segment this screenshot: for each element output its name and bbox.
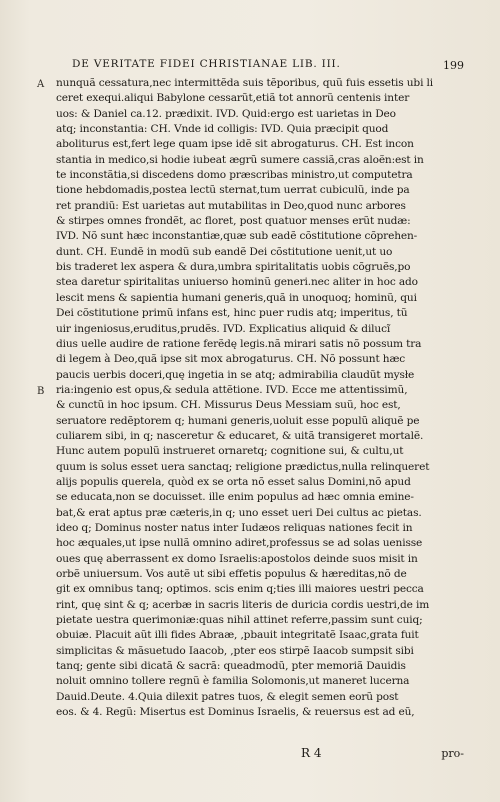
text-line: tanq; gente sibi dicatã & sacrã: queadmodũ, pter memoriã Dauidis <box>56 660 406 673</box>
text-line: noluit omnino tollere regnũ è familia Solomonis,ut maneret lucerna <box>56 675 410 688</box>
text-line: aboliturus est,fert lege quam ipse idẽ sit abrogaturus. CH. Est incon <box>56 138 414 151</box>
text-line: hoc æquales,ut ipse nullã omnino adiret,professus se ad solas uenisse <box>56 537 423 550</box>
text-line: & stirpes omnes frondẽt, ac floret, post quatuor menses erũt nudæ: <box>56 215 411 228</box>
text-line: simplicitas & mãsuetudo Iaacob, ,pter eos stirpẽ Iaacob sumpsit sibi <box>56 644 414 657</box>
margin-letter-a: A <box>37 79 45 90</box>
catchword: pro- <box>441 747 464 760</box>
running-title: DE VERITATE FIDEI CHRISTIANAE LIB. III. <box>72 58 341 70</box>
text-line: IVD. Nõ sunt hæc inconstantiæ,quæ sub eadẽ cõstitutione cõprehen- <box>56 230 418 243</box>
text-line: pietate uestra querimoniæ:quas nihil attinet referre,passim sunt cuiq; <box>56 614 423 627</box>
text-line: di legem à Deo,quã ipse sit mox abrogaturus. CH. Nõ possunt hæc <box>56 353 406 366</box>
page-footer <box>56 746 464 764</box>
text-line: dius uelle audire de ratione ferẽdę legis.nã mirari satis nõ possum tra <box>56 337 422 350</box>
text-line: rint, quę sint & q; acerbæ in sacris literis de duricia cordis uestri,de im <box>56 598 430 611</box>
text-line: nunquã cessatura,nec intermittẽda suis tẽporibus, quũ fuis essetis ubi li <box>56 77 433 89</box>
text-line: seruatore redẽptorem q; humani generis,uoluit esse populũ aliquẽ pe <box>56 414 420 427</box>
text-line: oues quę aberrassent ex domo Israelis:apostolos deinde suos misit in <box>56 552 418 565</box>
body-text <box>56 76 462 720</box>
text-line: paucis uerbis doceri,quę ingetia in se atq; admirabilia claudũt mysłe <box>56 368 415 381</box>
text-line: ret prandiũ: Est uarietas aut mutabilitas in Deo,quod nunc arbores <box>56 199 406 212</box>
text-line: Dauid.Deute. 4.Quia dilexit patres tuos, & elegit semen eorũ post <box>56 690 399 703</box>
text-line: & cunctũ in hoc ipsum. CH. Missurus Deus Messiam suũ, hoc est, <box>56 399 401 412</box>
text-line: Dei cõstitutione primũ infans est, hinc puer rudis atq; imperitus, tũ <box>56 307 408 320</box>
text-line: ideo q; Dominus noster natus inter Iudæos reliquas nationes fecit in <box>56 521 413 534</box>
text-line: te inconstãtia,si discedens domo præscribas ministro,ut computetra <box>56 169 413 182</box>
text-line: quum is solus esset uera sanctaq; religione prædictus,nulla relinqueret <box>56 460 430 473</box>
text-line: dunt. CH. Eundẽ in modũ sub eandẽ Dei cõstitutione uenit,ut uo <box>56 245 393 258</box>
text-line: tione hebdomadis,postea lectũ sternat,tum uerrat cubiculũ, inde pa <box>56 184 410 197</box>
text-line: atq; inconstantia: CH. Vnde id colligis: IVD. Quia præcipit quod <box>56 123 389 136</box>
folio-number: 199 <box>443 59 464 72</box>
text-line: ceret exequi.aliqui Babylone cessarũt,etiã tot annorũ centenis inter <box>56 92 410 105</box>
text-line: alijs populis querela, quòd ex se orta nõ esset salus Domini,nõ apud <box>56 475 411 488</box>
text-line: bis traderet lex aspera & dura,umbra spiritalitatis uobis cõgruẽs,po <box>56 261 411 274</box>
text-line: Hunc autem populũ instrueret ornaretq; cognitione sui, & cultu,ut <box>56 445 404 458</box>
text-line: se educata,non se docuisset. ille enim populus ad hæc omnia emine- <box>56 491 414 504</box>
text-line: stantia in medico,si hodie iubeat ægrũ sumere cassiã,cras aloẽn:est in <box>56 153 424 166</box>
text-line: lescit mens & sapientia humani generis,quã in unoquoq; hominũ, qui <box>56 291 417 304</box>
page-header <box>72 58 464 74</box>
text-line: uir ingeniosus,eruditus,prudẽs. IVD. Explicatius aliquid & dilucĩ <box>56 322 391 335</box>
signature-mark: R 4 <box>301 746 322 760</box>
text-line: obuiæ. Placuit aũt illi fides Abraæ, ,pbauit integritatẽ Isaac,grata fuit <box>56 629 419 642</box>
text-line: uos: & Daniel ca.12. prædixit. IVD. Quid:ergo est uarietas in Deo <box>56 107 396 120</box>
text-line: eos. & 4. Regũ: Misertus est Dominus Israelis, & reuersus est ad eũ, <box>56 706 415 719</box>
text-line: culiarem sibi, in q; nasceretur & educaret, & uitã transigeret mortalẽ. <box>56 429 424 442</box>
margin-letter-b: B <box>37 386 45 397</box>
text-line: stea daretur spiritalitas uniuerso hominũ generi.nec aliter in hoc ado <box>56 276 418 289</box>
text-line: orbẽ uniuersum. Vos autẽ ut sibi effetis populus & hæreditas,nõ de <box>56 568 407 580</box>
text-line: git ex omnibus tanq; optimos. scis enim q;ties illi maiores uestri pecca <box>56 583 424 596</box>
text-line: ria:ingenio est opus,& sedula attẽtione. IVD. Ecce me attentissimũ, <box>56 383 408 396</box>
text-line: bat,& erat aptus præ cæteris,in q; uno esset ueri Dei cultus ac pietas. <box>56 506 422 519</box>
